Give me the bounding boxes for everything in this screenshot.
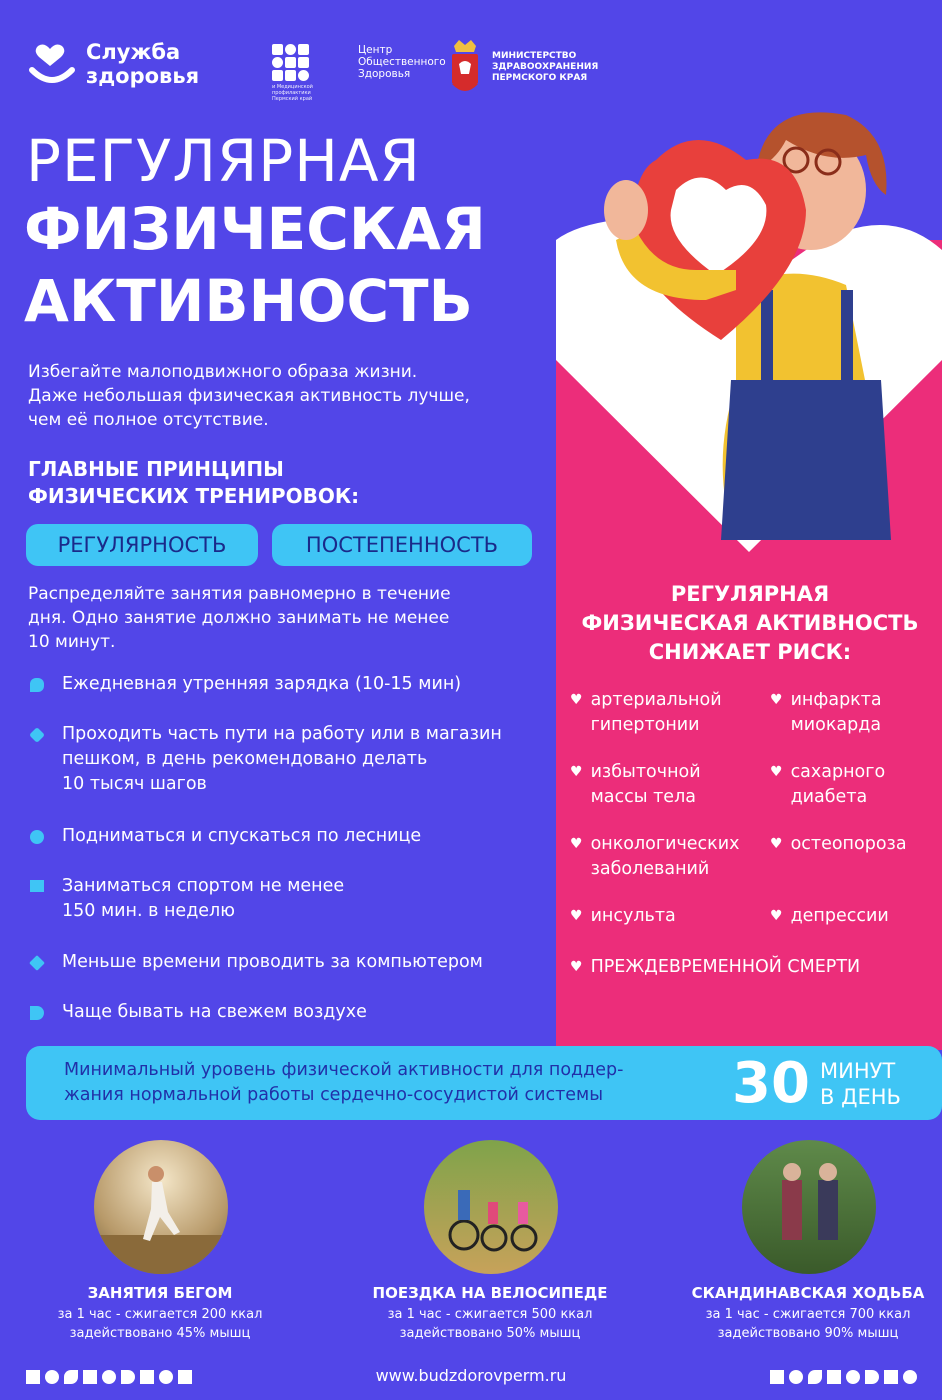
intro-text: [28, 360, 538, 432]
minimum-activity-banner: [26, 1046, 942, 1120]
heart-icon: ♥: [770, 692, 783, 708]
heart-icon: ♥: [570, 836, 583, 852]
bullet-icon: [30, 880, 44, 892]
activity-kcal: за 1 час - сжигается 200 ккал: [57, 1307, 263, 1322]
distribute-text: [28, 582, 528, 654]
heart-icon: ♥: [770, 836, 783, 852]
bullet-icon: [29, 955, 45, 971]
principles-line1: ГЛАВНЫЕ ПРИНЦИПЫ: [28, 457, 284, 481]
risk-item: [570, 832, 739, 882]
risk-text: депрессии: [790, 906, 889, 926]
activity-kcal: за 1 час - сжигается 700 ккал: [705, 1307, 911, 1322]
intro-line2: Даже небольшая физическая активность лучше,: [28, 386, 470, 406]
risk-text: гипертонии: [590, 715, 700, 735]
tip-text: Ежедневная утренняя зарядка (10-15 мин): [62, 674, 462, 694]
risk-text: диабета: [790, 787, 868, 807]
banner-number: 30: [732, 1051, 810, 1116]
intro-line3: чем её полное отсутствие.: [28, 410, 269, 430]
logo-center-line3: Здоровья: [358, 68, 411, 80]
grid-logo-icon: [272, 44, 352, 81]
activity-title: ПОЕЗДКА НА ВЕЛОСИПЕДЕ: [372, 1284, 608, 1302]
risk-title-line2: ФИЗИЧЕСКАЯ АКТИВНОСТЬ: [581, 611, 919, 635]
logo-center-line2: Общественного: [358, 56, 446, 68]
banner-unit1: МИНУТ: [820, 1059, 896, 1083]
girl-heart-illustration: [556, 100, 942, 560]
logo-center-line1: Центр: [358, 44, 393, 56]
tip-text: Меньше времени проводить за компьютером: [62, 952, 483, 972]
list-item: [30, 874, 344, 924]
logo-ministry-line1: МИНИСТЕРСТВО: [492, 50, 577, 61]
risk-text: ПРЕЖДЕВРЕМЕННОЙ СМЕРТИ: [590, 957, 861, 977]
logo-ministry-line3: ПЕРМСКОГО КРАЯ: [492, 72, 588, 83]
activity-title: СКАНДИНАВСКАЯ ХОДЬБА: [691, 1284, 925, 1302]
risk-text: инсульта: [590, 906, 676, 926]
bullet-icon: [29, 727, 45, 743]
tip-text: Проходить часть пути на работу или в магазин: [62, 724, 502, 744]
tip-text: 10 тысяч шагов: [62, 774, 207, 794]
principles-heading: [28, 456, 359, 510]
running-photo: [94, 1140, 228, 1274]
title-line1: РЕГУЛЯРНАЯ: [26, 127, 421, 195]
tip-text: 150 мин. в неделю: [62, 901, 235, 921]
risk-text: артериальной: [590, 690, 722, 710]
logo-service-line1: Служба: [86, 40, 181, 64]
banner-unit2: В ДЕНЬ: [820, 1085, 901, 1109]
risk-heading: [560, 580, 940, 667]
tip-text: Подниматься и спускаться по леснице: [62, 826, 422, 846]
heart-icon: ♥: [770, 908, 783, 924]
risk-text: инфаркта: [790, 690, 882, 710]
intro-line1: Избегайте малоподвижного образа жизни.: [28, 362, 418, 382]
tip-text: Чаще бывать на свежем воздухе: [62, 1002, 367, 1022]
heart-icon: ♥: [570, 908, 583, 924]
logo-center-public-health: [272, 44, 446, 102]
risk-text: миокарда: [790, 715, 882, 735]
risk-title-line1: РЕГУЛЯРНАЯ: [670, 582, 830, 606]
bullet-icon: [30, 1006, 44, 1020]
pill-regularity: РЕГУЛЯРНОСТЬ: [26, 524, 258, 566]
list-item: [30, 672, 461, 697]
decorative-shapes-right: [770, 1370, 917, 1384]
pill-gradualness: ПОСТЕПЕННОСТЬ: [272, 524, 532, 566]
list-item: [30, 824, 421, 849]
risk-item: [770, 832, 907, 857]
tip-text: пешком, в день рекомендовано делать: [62, 749, 428, 769]
distribute-line1: Распределяйте занятия равномерно в течение: [28, 584, 451, 604]
risk-title-line3: СНИЖАЕТ РИСК:: [648, 640, 852, 664]
heart-icon: ♥: [570, 959, 583, 975]
footer-url[interactable]: www.budzdorovperm.ru: [375, 1366, 567, 1385]
activity-muscles: задействовано 45% мышц: [69, 1326, 251, 1341]
banner-line1: Минимальный уровень физической активности для поддер-: [64, 1060, 624, 1080]
logo-center-small1: и Медицинской профилактики: [272, 84, 313, 96]
heart-smile-icon: [28, 40, 76, 88]
distribute-line3: 10 минут.: [28, 632, 116, 652]
title-line2: ФИЗИЧЕСКАЯ: [24, 195, 486, 263]
list-item: [30, 1000, 367, 1025]
logo-ministry-line2: ЗДРАВООХРАНЕНИЯ: [492, 61, 599, 72]
activity-title: ЗАНЯТИЯ БЕГОМ: [87, 1284, 233, 1302]
risk-item: [570, 904, 676, 929]
risk-text: остеопороза: [790, 834, 907, 854]
risk-item: [570, 760, 701, 810]
risk-text: заболеваний: [590, 859, 710, 879]
activity-muscles: задействовано 90% мышц: [717, 1326, 899, 1341]
risk-text: избыточной: [590, 762, 701, 782]
title-line3: АКТИВНОСТЬ: [24, 267, 473, 335]
risk-item: [770, 904, 889, 929]
logo-ministry: [448, 38, 598, 96]
heart-icon: ♥: [570, 692, 583, 708]
coat-of-arms-icon: [448, 38, 482, 96]
heart-icon: ♥: [770, 764, 783, 780]
risk-item: [570, 688, 722, 738]
bullet-icon: [30, 830, 44, 844]
activity-muscles: задействовано 50% мышц: [399, 1326, 581, 1341]
tip-text: Заниматься спортом не менее: [62, 876, 345, 896]
risk-item: [570, 955, 860, 980]
list-item: [30, 950, 483, 975]
principles-line2: ФИЗИЧЕСКИХ ТРЕНИРОВОК:: [28, 484, 360, 508]
heart-icon: ♥: [570, 764, 583, 780]
risk-item: [770, 688, 882, 738]
logo-center-small2: Пермский край: [272, 96, 313, 102]
nordic-walking-photo: [742, 1140, 876, 1274]
cycling-photo: [424, 1140, 558, 1274]
banner-line2: жания нормальной работы сердечно-сосудистой системы: [64, 1085, 604, 1105]
activity-kcal: за 1 час - сжигается 500 ккал: [387, 1307, 593, 1322]
list-item: [30, 722, 502, 797]
risk-text: онкологических: [590, 834, 740, 854]
logo-service-line2: здоровья: [86, 64, 200, 88]
risk-text: сахарного: [790, 762, 886, 782]
risk-item: [770, 760, 885, 810]
distribute-line2: дня. Одно занятие должно занимать не менее: [28, 608, 450, 628]
logo-sluzhba-zdorovya: [28, 40, 199, 88]
bullet-icon: [30, 678, 44, 692]
risk-text: массы тела: [590, 787, 696, 807]
